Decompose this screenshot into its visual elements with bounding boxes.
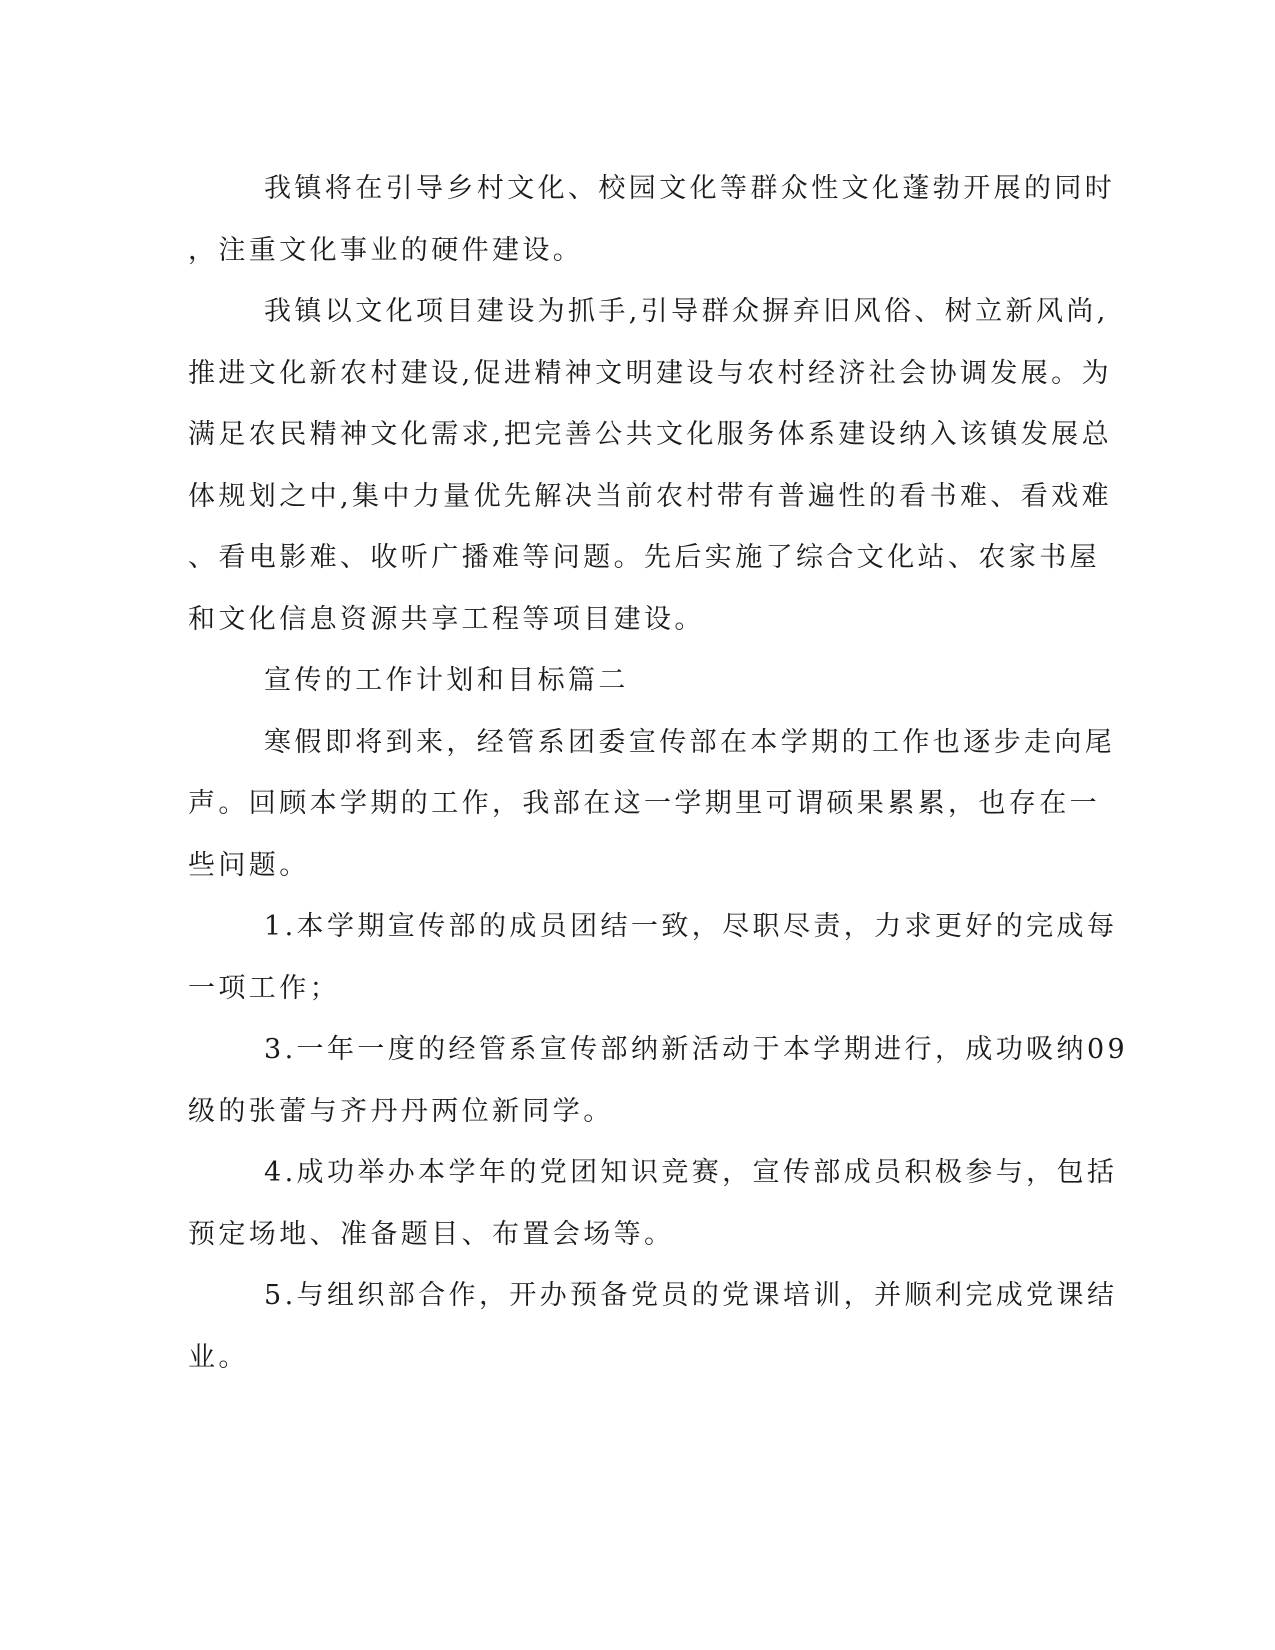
list-item-3	[188, 1019, 1129, 1142]
paragraph-line: 级的张蕾与齐丹丹两位新同学。	[188, 1095, 614, 1127]
list-item-1	[188, 896, 1118, 1019]
paragraph-1	[188, 158, 1116, 281]
document-body	[188, 158, 1129, 1388]
paragraph-line: 我镇以文化项目建设为抓手,引导群众摒弃旧风俗、树立新风尚,	[264, 296, 1109, 327]
paragraph-line: 一项工作；	[188, 972, 340, 1004]
section-heading: 宣传的工作计划和目标篇二	[264, 665, 629, 696]
paragraph-line: 业。	[188, 1341, 249, 1373]
paragraph-line: 声。回顾本学期的工作，我部在这一学期里可谓硕果累累，也存在一	[188, 788, 1100, 819]
paragraph-2	[188, 281, 1112, 650]
paragraph-line: 些问题。	[188, 849, 310, 881]
paragraph-line: 推进文化新农村建设,促进精神文明建设与农村经济社会协调发展。为	[188, 357, 1112, 389]
paragraph-line: 3.一年一度的经管系宣传部纳新活动于本学期进行，成功吸纳09	[264, 1034, 1129, 1065]
paragraph-3	[188, 712, 1116, 897]
list-item-4	[188, 1142, 1118, 1265]
paragraph-line: 寒假即将到来，经管系团委宣传部在本学期的工作也逐步走向尾	[264, 726, 1116, 758]
paragraph-line: 5.与组织部合作，开办预备党员的党课培训，并顺利完成党课结	[264, 1280, 1118, 1311]
paragraph-line: 体规划之中,集中力量优先解决当前农村带有普遍性的看书难、看戏难	[188, 480, 1112, 512]
paragraph-line: 我镇将在引导乡村文化、校园文化等群众性文化蓬勃开展的同时	[264, 173, 1116, 204]
paragraph-line: ，注重文化事业的硬件建设。	[188, 234, 584, 266]
paragraph-line: 预定场地、准备题目、布置会场等。	[188, 1218, 675, 1250]
paragraph-line: 和文化信息资源共享工程等项目建设。	[188, 603, 705, 635]
paragraph-line: 、看电影难、收听广播难等问题。先后实施了综合文化站、农家书屋	[188, 542, 1100, 573]
paragraph-line: 1.本学期宣传部的成员团结一致，尽职尽责，力求更好的完成每	[264, 911, 1118, 942]
paragraph-line: 4.成功举办本学年的党团知识竞赛，宣传部成员积极参与，包括	[264, 1157, 1118, 1188]
paragraph-line: 满足农民精神文化需求,把完善公共文化服务体系建设纳入该镇发展总	[188, 419, 1112, 450]
list-item-5	[188, 1265, 1118, 1388]
